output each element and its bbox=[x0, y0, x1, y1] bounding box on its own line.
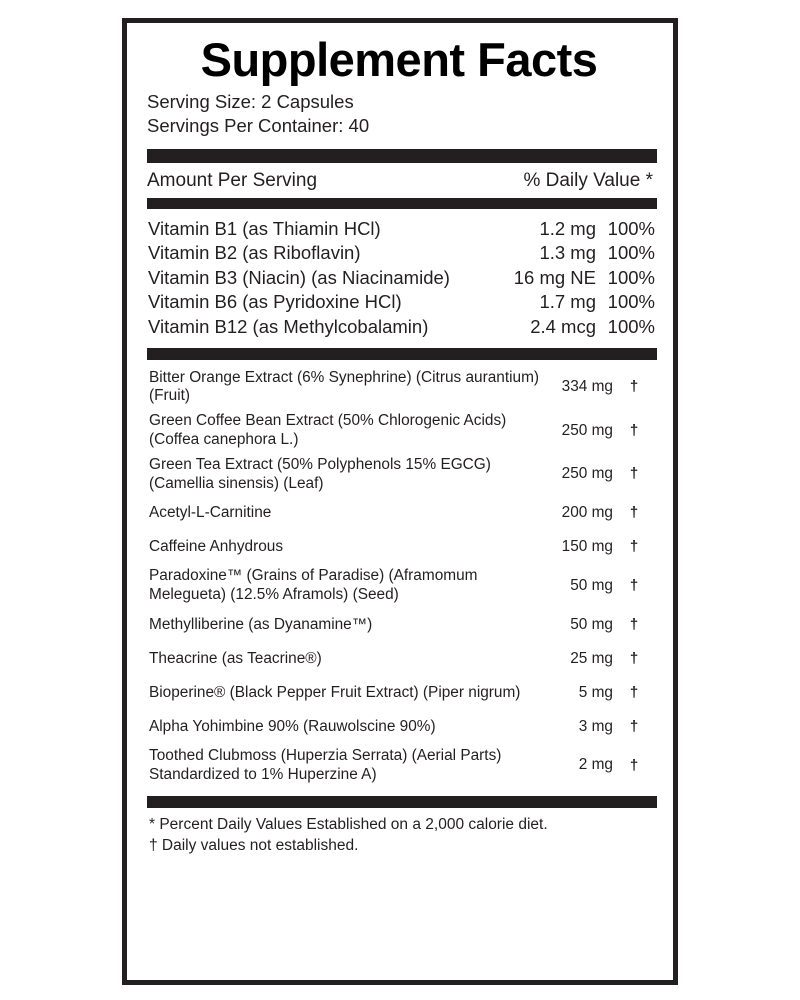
table-row bbox=[149, 453, 655, 497]
ingredient-amount: 5 mg bbox=[578, 683, 613, 701]
ingredient-list bbox=[139, 366, 659, 788]
ingredient-daily-value: † bbox=[629, 538, 639, 556]
divider-bar-ingredients bbox=[147, 348, 657, 360]
vitamin-daily-value: 100% bbox=[607, 316, 655, 338]
table-row bbox=[148, 217, 655, 242]
column-headers bbox=[139, 170, 659, 192]
table-row bbox=[149, 366, 655, 410]
footnote-percent-daily-value: * Percent Daily Values Established on a 2,000 calorie diet. bbox=[149, 816, 548, 834]
ingredient-daily-value: † bbox=[629, 576, 639, 594]
vitamin-name: Vitamin B3 (Niacin) (as Niacinamide) bbox=[148, 266, 450, 288]
table-row bbox=[149, 496, 655, 530]
ingredient-daily-value: † bbox=[629, 504, 639, 522]
serving-size: Serving Size: 2 Capsules bbox=[147, 91, 354, 113]
ingredient-amount: 150 mg bbox=[561, 537, 613, 555]
table-row bbox=[148, 315, 655, 340]
vitamin-amount: 2.4 mcg bbox=[530, 316, 596, 338]
footnote-daily-values-not-established: † Daily values not established. bbox=[149, 836, 359, 854]
vitamin-amount: 1.7 mg bbox=[539, 291, 596, 313]
ingredient-amount: 50 mg bbox=[570, 576, 613, 594]
supplement-facts-panel bbox=[122, 18, 678, 985]
ingredient-name: Green Coffee Bean Extract (50% Chlorogenic Acids) (Coffea canephora L.) bbox=[149, 412, 507, 448]
ingredient-amount: 200 mg bbox=[561, 503, 613, 521]
vitamin-amount: 1.3 mg bbox=[539, 242, 596, 264]
ingredient-daily-value: † bbox=[629, 649, 639, 667]
table-row bbox=[149, 409, 655, 453]
vitamin-list bbox=[139, 217, 659, 340]
ingredient-amount: 250 mg bbox=[561, 465, 613, 483]
ingredient-daily-value: † bbox=[629, 465, 639, 483]
table-row bbox=[148, 290, 655, 315]
ingredient-daily-value: † bbox=[629, 756, 639, 774]
amount-per-serving-header: Amount Per Serving bbox=[147, 169, 318, 191]
ingredient-name: Bitter Orange Extract (6% Synephrine) (Citrus aurantium) (Fruit) bbox=[149, 368, 540, 405]
vitamin-amount: 16 mg NE bbox=[513, 266, 596, 288]
serving-info bbox=[139, 90, 659, 137]
ingredient-amount: 3 mg bbox=[578, 717, 613, 735]
ingredient-amount: 334 mg bbox=[561, 378, 613, 396]
ingredient-name: Bioperine® (Black Pepper Fruit Extract) (Piper nigrum) bbox=[149, 683, 521, 701]
ingredient-daily-value: † bbox=[629, 378, 639, 396]
daily-value-header: % Daily Value * bbox=[523, 169, 653, 191]
label-content bbox=[139, 29, 659, 856]
ingredient-amount: 2 mg bbox=[578, 756, 613, 774]
ingredient-amount: 50 mg bbox=[570, 615, 613, 633]
vitamin-name: Vitamin B1 (as Thiamin HCl) bbox=[148, 217, 381, 239]
ingredient-name: Toothed Clubmoss (Huperzia Serrata) (Aerial Parts) Standardized to 1% Huperzine A) bbox=[149, 746, 502, 783]
ingredient-name: Green Tea Extract (50% Polyphenols 15% EGCG) (Camellia sinensis) (Leaf) bbox=[149, 455, 491, 492]
ingredient-daily-value: † bbox=[629, 615, 639, 633]
divider-bar-footnotes bbox=[147, 796, 657, 808]
vitamin-daily-value: 100% bbox=[607, 266, 655, 288]
table-row bbox=[149, 608, 655, 642]
vitamin-name: Vitamin B2 (as Riboflavin) bbox=[148, 242, 361, 264]
ingredient-daily-value: † bbox=[629, 717, 639, 735]
vitamin-name: Vitamin B12 (as Methylcobalamin) bbox=[148, 316, 429, 338]
table-row bbox=[149, 530, 655, 564]
ingredient-name: Methylliberine (as Dyanamine™) bbox=[149, 615, 373, 633]
vitamin-daily-value: 100% bbox=[607, 217, 655, 239]
ingredient-name: Acetyl-L-Carnitine bbox=[149, 503, 272, 521]
vitamin-name: Vitamin B6 (as Pyridoxine HCl) bbox=[148, 291, 402, 313]
page-title: Supplement Facts bbox=[200, 33, 598, 86]
table-row bbox=[148, 241, 655, 266]
ingredient-daily-value: † bbox=[629, 421, 639, 439]
divider-bar-top bbox=[147, 149, 657, 163]
vitamin-daily-value: 100% bbox=[607, 242, 655, 264]
ingredient-amount: 250 mg bbox=[561, 421, 613, 439]
vitamin-amount: 1.2 mg bbox=[539, 217, 596, 239]
ingredient-name: Paradoxine™ (Grains of Paradise) (Aframomum Melegueta) (12.5% Aframols) (Seed) bbox=[149, 567, 478, 604]
vitamin-daily-value: 100% bbox=[607, 291, 655, 313]
table-row bbox=[149, 642, 655, 676]
servings-per-container: Servings Per Container: 40 bbox=[147, 115, 370, 137]
ingredient-daily-value: † bbox=[629, 683, 639, 701]
table-row bbox=[149, 676, 655, 710]
table-row bbox=[149, 564, 655, 608]
table-row bbox=[149, 744, 655, 788]
table-row bbox=[149, 710, 655, 744]
footnote-block bbox=[139, 815, 659, 855]
ingredient-name: Alpha Yohimbine 90% (Rauwolscine 90%) bbox=[149, 717, 436, 735]
divider-bar-header bbox=[147, 198, 657, 209]
ingredient-name: Theacrine (as Teacrine®) bbox=[149, 649, 322, 667]
table-row bbox=[148, 266, 655, 291]
ingredient-name: Caffeine Anhydrous bbox=[149, 537, 284, 555]
ingredient-amount: 25 mg bbox=[570, 649, 613, 667]
